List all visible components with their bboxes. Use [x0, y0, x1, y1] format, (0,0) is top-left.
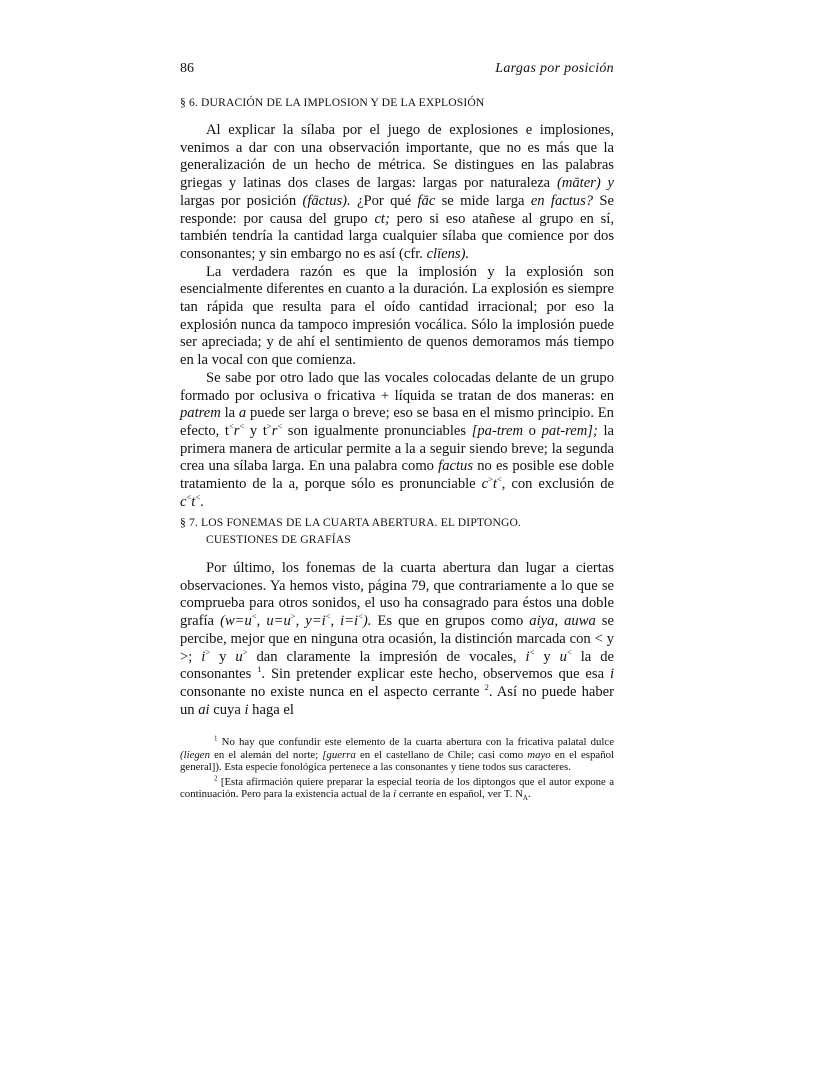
section-7-body [180, 560, 614, 719]
paragraph: Por último, los fonemas de la cuarta abertura dan lugar a ciertas observaciones. Ya hemos visto, página 79, que contrariamente a lo que se comprueba para otros sonidos, el uso ha consagrado para éstos una doble grafía (w=u<, u=u>, y=i<, i=i<). Es que en grupos como aiya, auwa se percibe, mejor que en ninguna otra ocasión, la distinción marcada con < y >; i> y u> dan claramente la impresión de vocales, i< y u< la de consonantes $^1$. Sin pretender explicar este hecho, observemos que esa i consonante no existe nunca en el aspecto cerrante $^2$. Así no puede haber un ai cuya i haga el [180, 560, 615, 718]
section-7-heading [180, 514, 620, 548]
paragraph: La verdadera razón es que la implosión y la explosión son esencialmente diferentes en cuanto a la duración. La explosión es siempre tan rápida que resulta para el oído cantidad irracional; por eso la explosión nunca da tampoco impresión vocálica. Sólo la implosión puede ser apreciada; y de ahí el sentimiento de quenos demoramos más tiempo en la vocal con que comienza. [180, 263, 614, 369]
footnotes [180, 736, 614, 803]
footnote-2: $^2$ [Esta afirmación quiere preparar la especial teoría de los diptongos que el autor expone a continuación. Pero para la existencia actual de la i cerrante en español, ver T. $N_A$. [180, 774, 614, 803]
section-7-heading-line2: CUESTIONES DE GRAFÍAS [206, 533, 351, 546]
section-7-heading-line1: § 7. LOS FONEMAS DE LA CUARTA ABERTURA. EL DIPTONGO. [180, 516, 522, 529]
page-number: 86 [180, 61, 194, 76]
paragraph: Se sabe por otro lado que las vocales colocadas delante de un grupo formado por oclusiva o fricativa + líquida se tratan de dos maneras: en patrem la a puede ser larga o breve; eso se basa en el mismo principio. En efecto, t<r< y t>r< son igualmente pronunciables [pa-trem o pat-rem]; la primera manera de articular permite a la a seguir siendo breve; la segunda crea una sílaba larga. En una palabra como factus no es posible ese doble tratamiento de la a, porque sólo es pronunciable c>t<, con exclusión de c<t<. [180, 369, 614, 510]
running-title: Largas por posición [495, 61, 614, 76]
footnote-1: $^1$ No hay que confundir este elemento de la cuarta abertura con la fricativa palatal dulce (liegen en el alemán del norte; [guerra en el castellano de Chile; casi como mayo en el español general]). Esta especie fonológica pertenece a las consonantes y tiene todos sus caracteres. [180, 734, 614, 774]
paragraph: Al explicar la sílaba por el juego de explosiones e implosiones, venimos a dar con una observación importante, que no es más que la generalización de un hecho de métrica. Se distingues en las palabras griegas y latinas dos clases de largas: largas por naturaleza (māter) y largas por posición (fāctus). ¿Por qué fāc se mide larga en factus? Se responde: por causa del grupo ct; pero si eso atañese al grupo en sí, también tendría la cantidad larga cualquier sílaba que comience por dos consonantes; y sin embargo no es así (cfr. clīens). [180, 122, 615, 262]
section-6-body [180, 122, 614, 511]
footnote-ref-1: 1 [257, 664, 262, 675]
page-header [180, 61, 614, 83]
section-6-heading: § 6. DURACIÓN DE LA IMPLOSION Y DE LA EXPLOSIÓN [180, 96, 485, 109]
footnote-ref-2: 2 [484, 682, 489, 693]
